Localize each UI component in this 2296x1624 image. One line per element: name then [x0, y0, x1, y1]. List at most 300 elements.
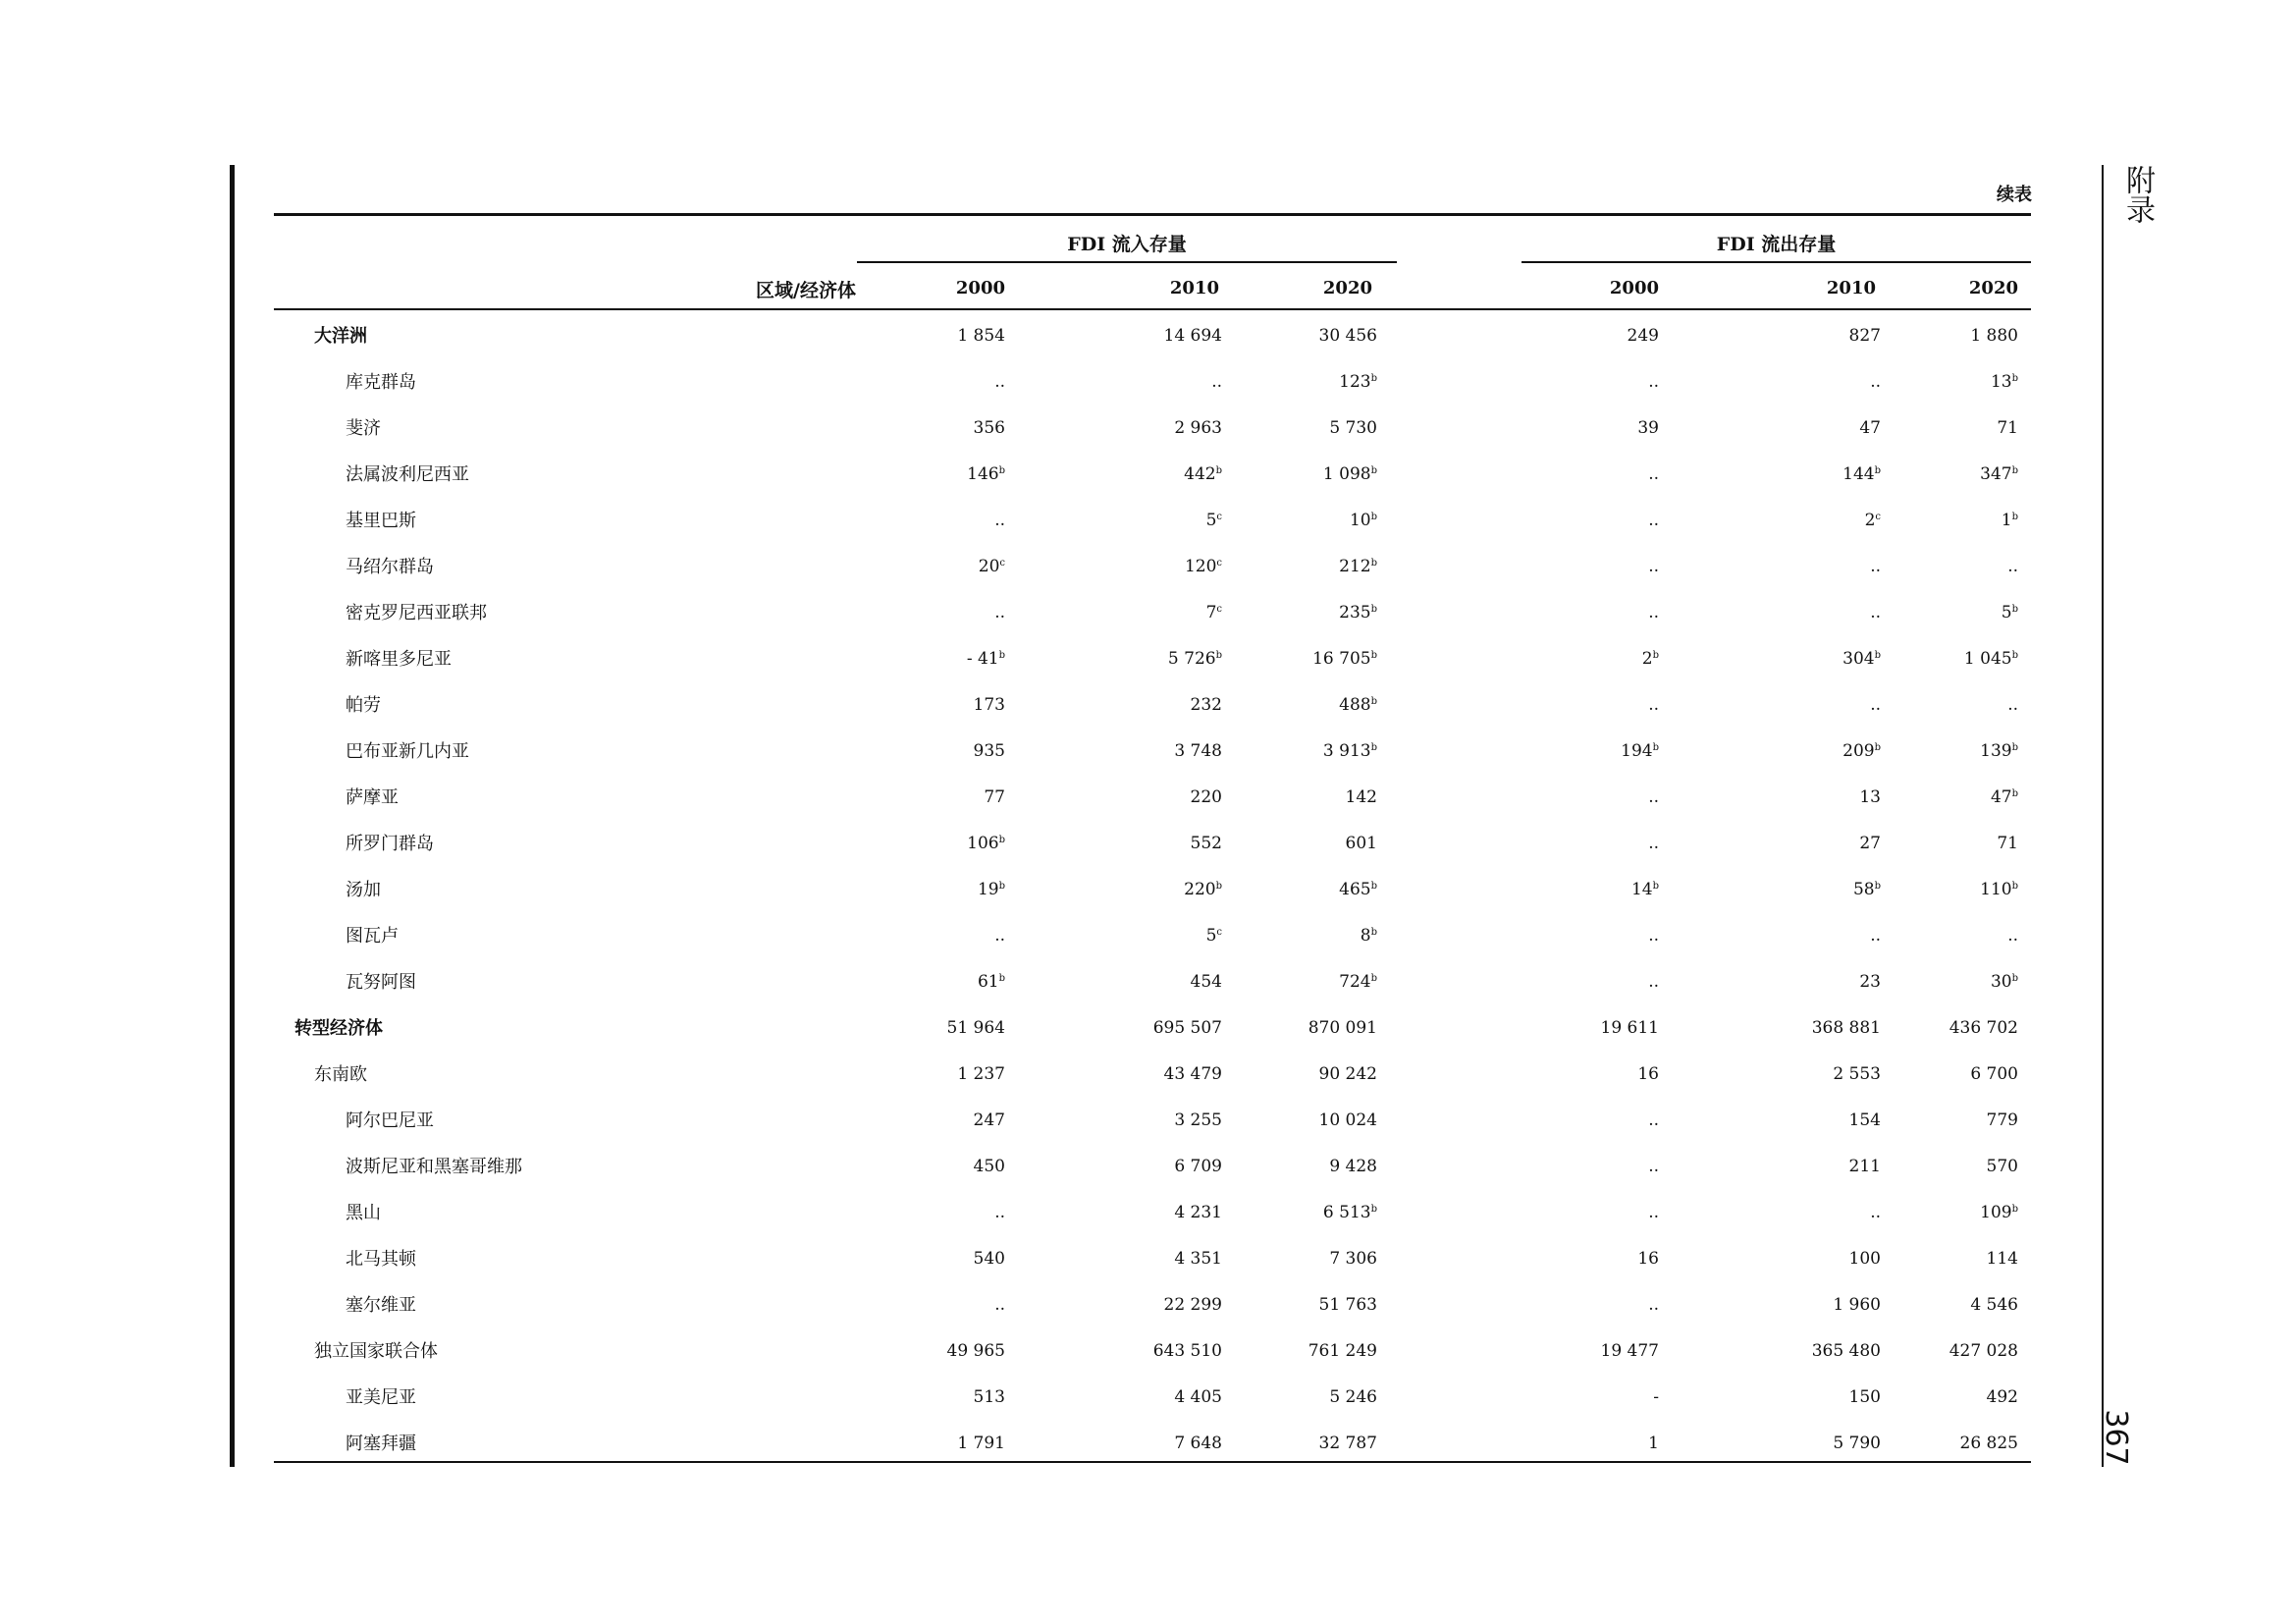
value-number: 51 964 [946, 1018, 1005, 1038]
footnote-marker: b [2011, 1204, 2018, 1215]
footnote-marker: c [999, 558, 1005, 568]
value-cell [1743, 787, 1881, 807]
value-number: 16 705 [1312, 649, 1371, 669]
value-cell [1085, 649, 1222, 669]
value-cell [1240, 1249, 1377, 1269]
footnote-marker: b [2011, 881, 2018, 892]
value-number: 114 [1986, 1249, 2018, 1269]
value-number: .. [994, 1203, 1005, 1222]
value-number: 1 098 [1322, 464, 1371, 484]
footnote-marker: b [2011, 512, 2018, 522]
value-cell [1881, 972, 2018, 992]
value-number: 30 456 [1318, 326, 1377, 346]
value-number: 1 045 [1963, 649, 2012, 669]
value-cell [868, 1295, 1005, 1315]
value-number: 13 [1990, 372, 2012, 392]
row-label: 独立国家联合体 [314, 1341, 438, 1362]
value-cell [1743, 649, 1881, 669]
value-cell [1240, 834, 1377, 853]
footnote-marker: b [1215, 465, 1222, 476]
value-number: 5 726 [1167, 649, 1216, 669]
region-column-header: 区域/经济体 [756, 280, 856, 301]
value-cell [1881, 372, 2018, 392]
value-number: 1 854 [957, 326, 1005, 346]
value-cell [1240, 695, 1377, 715]
value-number: .. [2007, 557, 2018, 576]
value-cell [868, 741, 1005, 761]
value-cell [1240, 511, 1377, 530]
row-label: 法属波利尼西亚 [346, 464, 469, 485]
row-label: 新喀里多尼亚 [346, 649, 452, 670]
footnote-marker: b [2011, 604, 2018, 615]
value-cell [1743, 326, 1881, 346]
value-number: 3 913 [1322, 741, 1371, 761]
value-cell [1240, 1295, 1377, 1315]
value-number: 488 [1339, 695, 1371, 715]
value-cell [1881, 511, 2018, 530]
value-cell [1522, 418, 1659, 438]
table-row [0, 1199, 2296, 1245]
footnote-marker: b [1370, 1204, 1377, 1215]
value-cell [868, 1387, 1005, 1407]
value-number: 2 963 [1174, 418, 1222, 438]
value-cell [1240, 649, 1377, 669]
footnote-marker: b [2011, 650, 2018, 661]
value-cell [1881, 649, 2018, 669]
value-number: 61 [977, 972, 999, 992]
footnote-marker: b [1370, 465, 1377, 476]
value-cell [1881, 1387, 2018, 1407]
footnote-marker: b [1370, 973, 1377, 984]
value-cell [1743, 1203, 1881, 1222]
value-number: 43 479 [1163, 1064, 1222, 1084]
footnote-marker: b [2011, 973, 2018, 984]
value-cell [1240, 418, 1377, 438]
value-cell [1240, 787, 1377, 807]
table-row [0, 830, 2296, 876]
value-number: 173 [973, 695, 1005, 715]
value-cell [1522, 511, 1659, 530]
value-cell [1743, 926, 1881, 946]
value-number: 6 513 [1322, 1203, 1371, 1222]
value-number: 436 702 [1949, 1018, 2018, 1038]
value-number: 39 [1637, 418, 1659, 438]
value-number: - 41 [966, 649, 999, 669]
row-label: 帕劳 [346, 695, 381, 716]
value-cell [1881, 1249, 2018, 1269]
value-number: .. [1870, 926, 1881, 946]
footnote-marker: c [1216, 604, 1222, 615]
value-number: .. [1648, 1295, 1659, 1315]
value-number: 8 [1360, 926, 1371, 946]
value-number: 19 477 [1600, 1341, 1659, 1361]
value-cell [1240, 1387, 1377, 1407]
footnote-marker: b [1370, 373, 1377, 384]
table-row [0, 1060, 2296, 1107]
value-cell [1085, 1249, 1222, 1269]
value-number: 442 [1184, 464, 1216, 484]
value-cell [1522, 1295, 1659, 1315]
value-number: 30 [1990, 972, 2012, 992]
value-number: .. [994, 603, 1005, 623]
value-cell [1881, 1341, 2018, 1361]
table-row [0, 1107, 2296, 1153]
row-label: 斐济 [346, 418, 381, 439]
table-row [0, 1291, 2296, 1337]
value-cell [1743, 1018, 1881, 1038]
value-number: 827 [1848, 326, 1881, 346]
value-number: 144 [1842, 464, 1875, 484]
value-number: 47 [1859, 418, 1881, 438]
value-cell [1743, 418, 1881, 438]
value-number: 20 [978, 557, 1000, 576]
value-number: 1 237 [957, 1064, 1005, 1084]
value-number: .. [1648, 1203, 1659, 1222]
value-number: 10 [1349, 511, 1371, 530]
value-cell [1240, 1110, 1377, 1130]
value-cell [1881, 464, 2018, 484]
year-header-inward-2020: 2020 [1322, 278, 1372, 298]
table-row [0, 460, 2296, 507]
table-row [0, 368, 2296, 414]
value-number: 540 [973, 1249, 1005, 1269]
value-cell [1085, 511, 1222, 530]
table-row [0, 737, 2296, 784]
footnote-marker: b [1874, 881, 1881, 892]
footnote-marker: b [1652, 650, 1659, 661]
value-cell [1743, 741, 1881, 761]
value-number: .. [1648, 787, 1659, 807]
value-cell [1743, 1295, 1881, 1315]
footnote-marker: b [2011, 788, 2018, 799]
value-cell [1085, 1295, 1222, 1315]
value-cell [1085, 972, 1222, 992]
row-label: 所罗门群岛 [346, 834, 434, 854]
table-row [0, 553, 2296, 599]
value-cell [1881, 1110, 2018, 1130]
value-number: 6 700 [1970, 1064, 2018, 1084]
value-number: .. [1870, 372, 1881, 392]
value-number: 492 [1986, 1387, 2018, 1407]
value-cell [1522, 649, 1659, 669]
value-number: 935 [973, 741, 1005, 761]
row-label: 亚美尼亚 [346, 1387, 416, 1408]
value-cell [1881, 1203, 2018, 1222]
value-cell [1743, 972, 1881, 992]
value-number: 1 960 [1833, 1295, 1881, 1315]
value-number: .. [994, 372, 1005, 392]
value-cell [868, 557, 1005, 576]
value-cell [1085, 880, 1222, 899]
value-cell [1522, 926, 1659, 946]
value-number: 110 [1980, 880, 2012, 899]
value-cell [868, 1341, 1005, 1361]
value-number: 235 [1339, 603, 1371, 623]
value-number: .. [1870, 695, 1881, 715]
value-number: 220 [1184, 880, 1216, 899]
value-number: 2 553 [1833, 1064, 1881, 1084]
value-cell [1522, 1387, 1659, 1407]
value-cell [868, 1110, 1005, 1130]
footnote-marker: c [1875, 512, 1881, 522]
value-cell [1240, 741, 1377, 761]
value-number: 49 965 [946, 1341, 1005, 1361]
value-cell [1085, 603, 1222, 623]
value-number: 146 [967, 464, 999, 484]
value-cell [868, 1064, 1005, 1084]
value-number: 16 [1637, 1064, 1659, 1084]
value-cell [1881, 926, 2018, 946]
row-label: 转型经济体 [294, 1018, 383, 1039]
table-row [0, 922, 2296, 968]
value-number: 109 [1980, 1203, 2012, 1222]
value-cell [1240, 1018, 1377, 1038]
value-cell [1522, 1249, 1659, 1269]
value-cell [1085, 926, 1222, 946]
value-number: 454 [1190, 972, 1222, 992]
table-row [0, 784, 2296, 830]
value-number: 1 791 [957, 1434, 1005, 1453]
value-number: 58 [1852, 880, 1875, 899]
value-cell [1085, 787, 1222, 807]
footnote-marker: b [1874, 465, 1881, 476]
footnote-marker: b [1874, 650, 1881, 661]
value-number: .. [1648, 695, 1659, 715]
value-cell [1522, 372, 1659, 392]
value-cell [1743, 557, 1881, 576]
value-number: .. [994, 926, 1005, 946]
value-cell [1881, 1018, 2018, 1038]
footnote-marker: b [1370, 512, 1377, 522]
row-label: 汤加 [346, 880, 381, 900]
value-number: 450 [973, 1157, 1005, 1176]
value-number: 4 231 [1174, 1203, 1222, 1222]
row-label: 巴布亚新几内亚 [346, 741, 469, 762]
value-cell [1240, 1341, 1377, 1361]
value-cell [1240, 326, 1377, 346]
value-cell [868, 972, 1005, 992]
value-cell [1522, 834, 1659, 853]
value-number: 249 [1627, 326, 1659, 346]
value-number: 4 351 [1174, 1249, 1222, 1269]
value-number: 570 [1986, 1157, 2018, 1176]
value-number: 427 028 [1949, 1341, 2018, 1361]
value-number: 4 546 [1970, 1295, 2018, 1315]
table-row [0, 968, 2296, 1014]
outward-group-rule [1522, 261, 2031, 263]
value-cell [1085, 1018, 1222, 1038]
value-number: 7 [1205, 603, 1217, 623]
footnote-marker: c [1216, 512, 1222, 522]
value-number: .. [994, 511, 1005, 530]
value-number: - [1653, 1387, 1659, 1407]
value-cell [1085, 695, 1222, 715]
value-number: 90 242 [1318, 1064, 1377, 1084]
table-row [0, 1430, 2296, 1476]
row-label: 北马其顿 [346, 1249, 416, 1270]
value-cell [868, 372, 1005, 392]
year-header-outward-2010: 2010 [1826, 278, 1876, 298]
value-number: 142 [1345, 787, 1377, 807]
value-number: 3 748 [1174, 741, 1222, 761]
value-number: .. [1648, 557, 1659, 576]
value-cell [1743, 1110, 1881, 1130]
row-label: 瓦努阿图 [346, 972, 416, 993]
value-number: 247 [973, 1110, 1005, 1130]
value-number: 601 [1345, 834, 1377, 853]
footnote-marker: b [1874, 742, 1881, 753]
value-number: 2 [1864, 511, 1876, 530]
table-row [0, 876, 2296, 922]
value-number: 761 249 [1308, 1341, 1377, 1361]
value-number: 1 [2001, 511, 2012, 530]
value-cell [1240, 972, 1377, 992]
value-number: 5 790 [1833, 1434, 1881, 1453]
value-number: .. [2007, 695, 2018, 715]
continued-label: 续表 [1997, 185, 2032, 205]
value-number: 513 [973, 1387, 1005, 1407]
value-cell [1743, 1064, 1881, 1084]
row-label: 基里巴斯 [346, 511, 416, 531]
row-label: 萨摩亚 [346, 787, 399, 808]
value-cell [1522, 1203, 1659, 1222]
value-cell [1881, 326, 2018, 346]
value-cell [868, 649, 1005, 669]
page-number: 367 [2099, 1409, 2133, 1466]
value-number: 5 [1205, 926, 1217, 946]
value-cell [1743, 1157, 1881, 1176]
value-cell [1743, 1249, 1881, 1269]
value-number: 5 246 [1329, 1387, 1377, 1407]
value-number: 32 787 [1318, 1434, 1377, 1453]
value-number: 9 428 [1329, 1157, 1377, 1176]
value-number: 365 480 [1811, 1341, 1881, 1361]
value-number: .. [1648, 926, 1659, 946]
value-cell [1085, 834, 1222, 853]
value-number: 7 648 [1174, 1434, 1222, 1453]
value-cell [1240, 1434, 1377, 1453]
value-cell [1085, 1434, 1222, 1453]
value-cell [1743, 834, 1881, 853]
table-row [0, 1337, 2296, 1383]
value-cell [868, 1018, 1005, 1038]
table-bottom-rule [274, 1461, 2031, 1463]
value-cell [1240, 926, 1377, 946]
footnote-marker: b [1652, 881, 1659, 892]
value-number: 212 [1339, 557, 1371, 576]
value-cell [1881, 1157, 2018, 1176]
value-number: .. [1870, 1203, 1881, 1222]
value-number: 232 [1190, 695, 1222, 715]
value-number: 100 [1848, 1249, 1881, 1269]
inward-stock-group-header: FDI 流入存量 [1067, 234, 1187, 255]
value-cell [1085, 1203, 1222, 1222]
value-cell [1522, 1157, 1659, 1176]
value-cell [1085, 418, 1222, 438]
value-cell [1881, 1064, 2018, 1084]
row-label: 阿塞拜疆 [346, 1434, 416, 1454]
value-cell [1881, 1434, 2018, 1453]
header-bottom-rule [274, 308, 2031, 310]
footnote-marker: b [2011, 373, 2018, 384]
value-number: 779 [1986, 1110, 2018, 1130]
row-label: 东南欧 [314, 1064, 367, 1085]
value-cell [1743, 511, 1881, 530]
value-number: 5 730 [1329, 418, 1377, 438]
footnote-marker: c [1216, 927, 1222, 938]
row-label: 密克罗尼西亚联邦 [346, 603, 487, 623]
value-cell [1240, 464, 1377, 484]
value-number: 695 507 [1152, 1018, 1222, 1038]
value-cell [868, 326, 1005, 346]
value-number: .. [1648, 603, 1659, 623]
value-cell [1522, 1341, 1659, 1361]
value-number: .. [1648, 372, 1659, 392]
value-cell [1522, 741, 1659, 761]
footnote-marker: b [998, 650, 1005, 661]
value-number: 356 [973, 418, 1005, 438]
value-cell [1743, 695, 1881, 715]
value-cell [1522, 787, 1659, 807]
value-cell [1085, 1157, 1222, 1176]
value-cell [1085, 741, 1222, 761]
value-number: 139 [1980, 741, 2012, 761]
value-cell [868, 1157, 1005, 1176]
row-label: 黑山 [346, 1203, 381, 1223]
value-number: .. [994, 1295, 1005, 1315]
value-cell [868, 603, 1005, 623]
value-cell [1743, 1434, 1881, 1453]
value-number: .. [1648, 511, 1659, 530]
value-number: 19 611 [1600, 1018, 1659, 1038]
value-number: 5 [1205, 511, 1217, 530]
table-row [0, 1014, 2296, 1060]
value-number: 211 [1848, 1157, 1881, 1176]
value-cell [1522, 1064, 1659, 1084]
value-cell [1743, 1341, 1881, 1361]
value-cell [868, 1203, 1005, 1222]
value-cell [868, 464, 1005, 484]
footnote-marker: b [1370, 696, 1377, 707]
row-label: 塞尔维亚 [346, 1295, 416, 1316]
value-cell [1085, 1064, 1222, 1084]
footnote-marker: b [1215, 650, 1222, 661]
value-cell [1085, 1387, 1222, 1407]
footnote-marker: b [998, 881, 1005, 892]
footnote-marker: b [998, 973, 1005, 984]
value-cell [1085, 326, 1222, 346]
value-cell [1522, 557, 1659, 576]
value-cell [1240, 372, 1377, 392]
value-cell [868, 880, 1005, 899]
value-cell [1881, 880, 2018, 899]
value-cell [1881, 418, 2018, 438]
value-number: .. [1870, 557, 1881, 576]
value-cell [1240, 603, 1377, 623]
value-cell [868, 511, 1005, 530]
value-number: 643 510 [1152, 1341, 1222, 1361]
value-cell [1743, 1387, 1881, 1407]
year-header-inward-2010: 2010 [1169, 278, 1219, 298]
value-number: 6 709 [1174, 1157, 1222, 1176]
value-number: 304 [1842, 649, 1875, 669]
value-number: 368 881 [1811, 1018, 1881, 1038]
value-number: 77 [984, 787, 1005, 807]
footnote-marker: b [2011, 742, 2018, 753]
value-number: 552 [1190, 834, 1222, 853]
value-number: 194 [1621, 741, 1653, 761]
table-row [0, 599, 2296, 645]
